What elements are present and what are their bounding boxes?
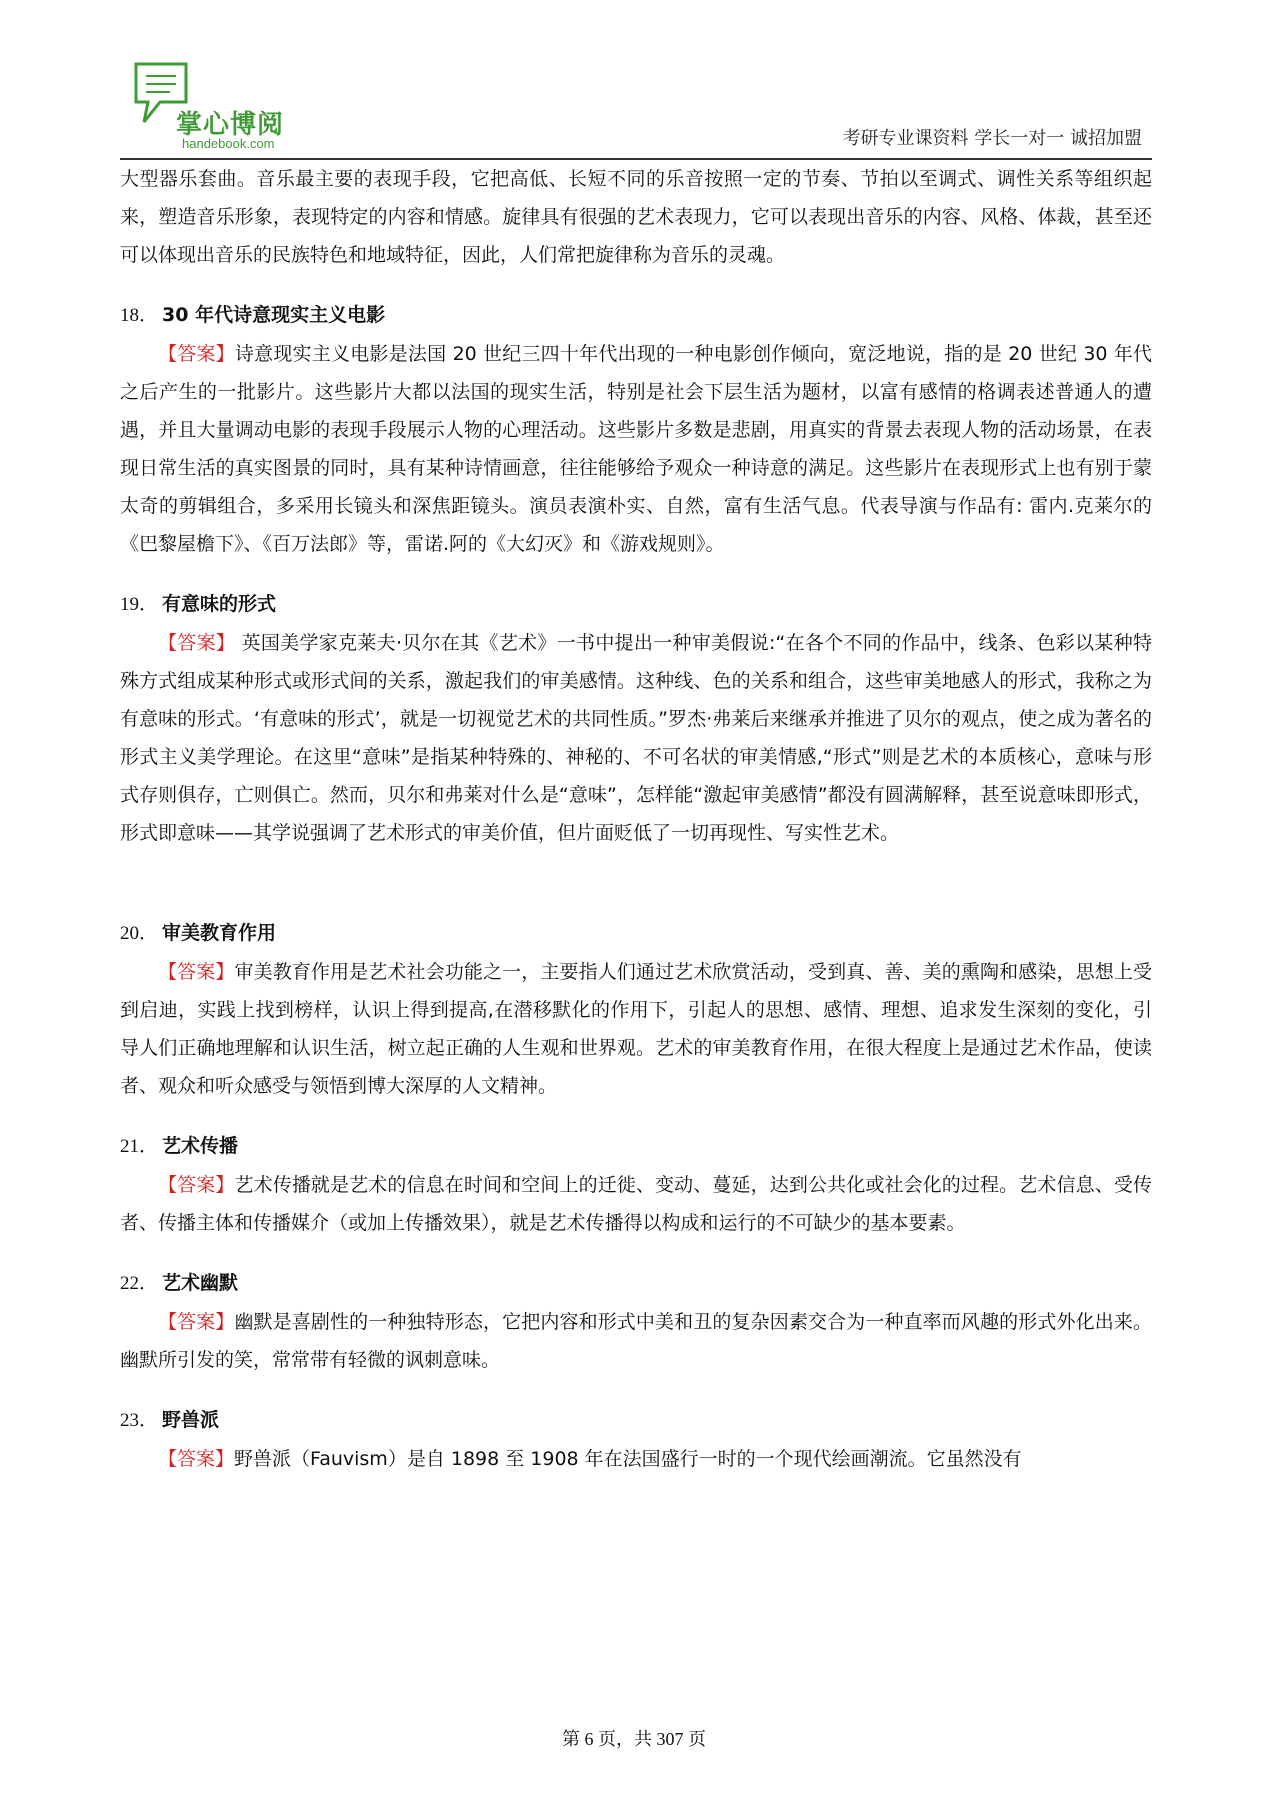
- answer-paragraph: [120, 953, 1152, 1105]
- logo-url: handebook.com: [182, 136, 275, 151]
- item-number: 22．: [120, 1273, 159, 1294]
- answer-label: 【答案】: [158, 1448, 235, 1470]
- item-heading: 30 年代诗意现实主义电影: [162, 304, 386, 326]
- answer-text: 艺术传播就是艺术的信息在时间和空间上的迁徙、变动、蔓延，达到公共化或社会化的过程。艺术信息、受传者、传播主体和传播媒介（或加上传播效果），就是艺术传播得以构成和运行的不可缺少的基本要素。: [120, 1174, 1152, 1234]
- item-title: [120, 585, 1152, 624]
- answer-text: 幽默是喜剧性的一种独特形态，它把内容和形式中美和丑的复杂因素交合为一种直率而风趣的形式外化出来。幽默所引发的笑，常常带有轻微的讽刺意味。: [120, 1311, 1152, 1371]
- answer-paragraph: [120, 1440, 1152, 1478]
- answer-label: 【答案】: [158, 343, 235, 365]
- item-title: [120, 296, 1152, 335]
- item-number: 20．: [120, 923, 159, 944]
- item-heading: 审美教育作用: [162, 922, 277, 944]
- page-header: [120, 50, 1152, 160]
- answer-text: 诗意现实主义电影是法国 20 世纪三四十年代出现的一种电影创作倾向，宽泛地说，指的是 20 世纪 30 年代之后产生的一批影片。这些影片大都以法国的现实生活，特别是社会下层生活为题材，以富有感情的格调表述普通人的遭遇，并且大量调动电影的表现手段展示人物的心理活动。这些影片多数是悲剧，用真实的背景去表现人物的活动场景，在表现日常生活的真实图景的同时，具有某种诗情画意，往往能够给予观众一种诗意的满足。这些影片在表现形式上也有别于蒙太奇的剪辑组合，多采用长镜头和深焦距镜头。演员表演朴实、自然，富有生活气息。代表导演与作品有: 雷内.克莱尔的《巴黎屋檐下》、《百万法郎》等，雷诺.阿的《大幻灭》和《游戏规则》。: [120, 343, 1152, 555]
- answer-paragraph: [120, 624, 1152, 852]
- item-title: [120, 1401, 1152, 1440]
- answer-label: 【答案】: [158, 632, 236, 654]
- logo: [132, 60, 302, 150]
- answer-paragraph: [120, 335, 1152, 563]
- answer-paragraph: [120, 1166, 1152, 1242]
- page-footer: 第 6 页，共 307 页: [562, 1729, 706, 1749]
- answer-label: 【答案】: [158, 961, 235, 983]
- header-tagline: 考研专业课资料 学长一对一 诚招加盟: [842, 128, 1142, 149]
- item-heading: 艺术幽默: [162, 1272, 239, 1294]
- answer-label: 【答案】: [158, 1311, 235, 1333]
- answer-text: 野兽派（Fauvism）是自 1898 至 1908 年在法国盛行一时的一个现代绘画潮流。它虽然没有: [234, 1448, 1022, 1470]
- item-number: 19．: [120, 594, 159, 615]
- item-title: [120, 1127, 1152, 1166]
- answer-paragraph: [120, 1303, 1152, 1379]
- spacer: [120, 852, 1152, 892]
- item-title: [120, 1264, 1152, 1303]
- document-body: [120, 160, 1152, 1478]
- item-title: [120, 914, 1152, 953]
- answer-text: 审美教育作用是艺术社会功能之一，主要指人们通过艺术欣赏活动，受到真、善、美的熏陶和感染，思想上受到启迪，实践上找到榜样，认识上得到提高,在潜移默化的作用下，引起人的思想、感情、理想、追求发生深刻的变化，引导人们正确地理解和认识生活，树立起正确的人生观和世界观。艺术的审美教育作用，在很大程度上是通过艺术作品，使读者、观众和听众感受与领悟到博大深厚的人文精神。: [120, 961, 1152, 1097]
- answer-text: 英国美学家克莱夫·贝尔在其《艺术》一书中提出一种审美假说:“在各个不同的作品中，线条、色彩以某种特殊方式组成某种形式或形式间的关系，激起我们的审美感情。这种线、色的关系和组合，这些审美地感人的形式，我称之为有意味的形式。‘有意味的形式’，就是一切视觉艺术的共同性质。”罗杰·弗莱后来继承并推进了贝尔的观点，使之成为著名的形式主义美学理论。在这里“意味”是指某种特殊的、神秘的、不可名状的审美情感,“形式”则是艺术的本质核心，意味与形式存则俱存，亡则俱亡。然而，贝尔和弗莱对什么是“意味”，怎样能“激起审美感情”都没有圆满解释，甚至说意味即形式，形式即意味——其学说强调了艺术形式的审美价值，但片面贬低了一切再现性、写实性艺术。: [120, 632, 1152, 844]
- answer-label: 【答案】: [158, 1174, 235, 1196]
- item-number: 21．: [120, 1136, 159, 1157]
- item-number: 18．: [120, 305, 159, 326]
- logo-name: 掌心博阅: [176, 110, 285, 140]
- item-heading: 艺术传播: [162, 1135, 239, 1157]
- item-number: 23．: [120, 1410, 159, 1431]
- item-heading: 有意味的形式: [162, 593, 277, 615]
- intro-paragraph: 大型器乐套曲。音乐最主要的表现手段，它把高低、长短不同的乐音按照一定的节奏、节拍以至调式、调性关系等组织起来，塑造音乐形象，表现特定的内容和情感。旋律具有很强的艺术表现力，它可以表现出音乐的内容、风格、体裁，甚至还可以体现出音乐的民族特色和地域特征，因此，人们常把旋律称为音乐的灵魂。: [120, 168, 1152, 266]
- item-heading: 野兽派: [162, 1409, 220, 1431]
